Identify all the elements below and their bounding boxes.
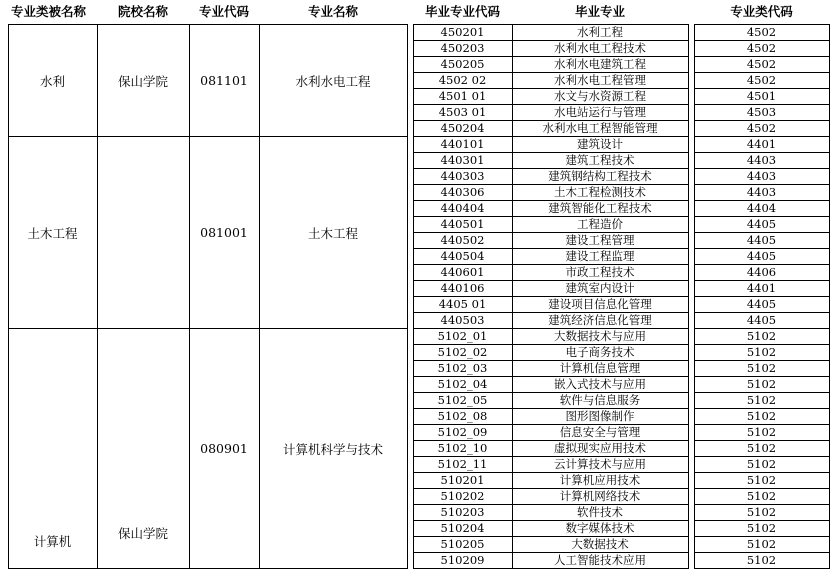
class-code-cell: 4405 bbox=[694, 297, 829, 313]
table-row bbox=[0, 137, 829, 153]
grad-major-cell: 土木工程检测技术 bbox=[512, 185, 688, 201]
major-code-cell: 081101 bbox=[189, 25, 259, 137]
grad-major-cell: 信息安全与管理 bbox=[512, 425, 688, 441]
grad-major-cell: 水利工程 bbox=[512, 25, 688, 41]
grad-code-cell: 4502 02 bbox=[413, 73, 512, 89]
grad-code-cell: 510204 bbox=[413, 521, 512, 537]
grad-code-cell: 5102_11 bbox=[413, 457, 512, 473]
school-cell bbox=[97, 137, 189, 329]
grad-major-cell: 建筑钢结构工程技术 bbox=[512, 169, 688, 185]
class-code-cell: 5102 bbox=[694, 441, 829, 457]
class-code-cell: 4403 bbox=[694, 185, 829, 201]
grad-code-cell: 440504 bbox=[413, 249, 512, 265]
grad-major-cell: 市政工程技术 bbox=[512, 265, 688, 281]
category-cell: 水利 bbox=[8, 25, 97, 137]
major-code-cell: 080901 bbox=[189, 329, 259, 569]
class-code-cell: 4502 bbox=[694, 73, 829, 89]
grad-code-cell: 440101 bbox=[413, 137, 512, 153]
grad-code-cell: 510205 bbox=[413, 537, 512, 553]
table-row bbox=[0, 25, 829, 41]
class-code-cell: 4502 bbox=[694, 121, 829, 137]
grad-major-cell: 建设工程管理 bbox=[512, 233, 688, 249]
grad-major-cell: 水利水电工程智能管理 bbox=[512, 121, 688, 137]
grad-code-cell: 440306 bbox=[413, 185, 512, 201]
class-code-cell: 5102 bbox=[694, 473, 829, 489]
grad-major-cell: 建设项目信息化管理 bbox=[512, 297, 688, 313]
school-cell: 保山学院 bbox=[97, 329, 189, 569]
grad-major-cell: 建筑经济信息化管理 bbox=[512, 313, 688, 329]
grad-code-cell: 510202 bbox=[413, 489, 512, 505]
grad-code-cell: 4405 01 bbox=[413, 297, 512, 313]
major-name-cell: 计算机科学与技术 bbox=[259, 329, 407, 569]
class-code-cell: 4503 bbox=[694, 105, 829, 121]
grad-code-cell: 5102_10 bbox=[413, 441, 512, 457]
grad-major-cell: 软件技术 bbox=[512, 505, 688, 521]
grad-major-cell: 虚拟现实应用技术 bbox=[512, 441, 688, 457]
header-grad-major: 毕业专业 bbox=[574, 4, 625, 19]
class-code-cell: 4404 bbox=[694, 201, 829, 217]
header-class-code: 专业类代码 bbox=[730, 4, 793, 19]
header-code: 专业代码 bbox=[198, 4, 249, 19]
class-code-cell: 4502 bbox=[694, 57, 829, 73]
grad-code-cell: 440404 bbox=[413, 201, 512, 217]
class-code-cell: 5102 bbox=[694, 537, 829, 553]
grad-code-cell: 440502 bbox=[413, 233, 512, 249]
grad-major-cell: 大数据技术 bbox=[512, 537, 688, 553]
grad-major-cell: 嵌入式技术与应用 bbox=[512, 377, 688, 393]
class-code-cell: 5102 bbox=[694, 553, 829, 569]
grad-major-cell: 水利水电工程技术 bbox=[512, 41, 688, 57]
header-row bbox=[0, 0, 829, 25]
grad-major-cell: 计算机网络技术 bbox=[512, 489, 688, 505]
table-row bbox=[0, 329, 829, 345]
grad-code-cell: 440501 bbox=[413, 217, 512, 233]
grad-code-cell: 4503 01 bbox=[413, 105, 512, 121]
class-code-cell: 4405 bbox=[694, 217, 829, 233]
class-code-cell: 5102 bbox=[694, 505, 829, 521]
grad-code-cell: 5102_04 bbox=[413, 377, 512, 393]
class-code-cell: 4406 bbox=[694, 265, 829, 281]
class-code-cell: 4405 bbox=[694, 249, 829, 265]
class-code-cell: 5102 bbox=[694, 457, 829, 473]
grad-major-cell: 计算机应用技术 bbox=[512, 473, 688, 489]
class-code-cell: 4405 bbox=[694, 313, 829, 329]
grad-major-cell: 水电站运行与管理 bbox=[512, 105, 688, 121]
grad-major-cell: 建设工程监理 bbox=[512, 249, 688, 265]
grad-code-cell: 450204 bbox=[413, 121, 512, 137]
grad-major-cell: 水利水电工程管理 bbox=[512, 73, 688, 89]
grad-code-cell: 440301 bbox=[413, 153, 512, 169]
class-code-cell: 4502 bbox=[694, 41, 829, 57]
grad-code-cell: 510201 bbox=[413, 473, 512, 489]
grad-major-cell: 建筑室内设计 bbox=[512, 281, 688, 297]
class-code-cell: 5102 bbox=[694, 425, 829, 441]
class-code-cell: 4401 bbox=[694, 137, 829, 153]
class-code-cell: 5102 bbox=[694, 409, 829, 425]
class-code-cell: 5102 bbox=[694, 329, 829, 345]
class-code-cell: 5102 bbox=[694, 377, 829, 393]
grad-major-cell: 人工智能技术应用 bbox=[512, 553, 688, 569]
grad-code-cell: 450205 bbox=[413, 57, 512, 73]
grad-major-cell: 大数据技术与应用 bbox=[512, 329, 688, 345]
grad-major-cell: 图形图像制作 bbox=[512, 409, 688, 425]
class-code-cell: 5102 bbox=[694, 393, 829, 409]
grad-major-cell: 建筑智能化工程技术 bbox=[512, 201, 688, 217]
grad-code-cell: 440106 bbox=[413, 281, 512, 297]
grad-code-cell: 450203 bbox=[413, 41, 512, 57]
header-school: 院校名称 bbox=[117, 4, 168, 19]
grad-major-cell: 工程造价 bbox=[512, 217, 688, 233]
major-name-cell: 水利水电工程 bbox=[259, 25, 407, 137]
grad-major-cell: 电子商务技术 bbox=[512, 345, 688, 361]
grad-major-cell: 数字媒体技术 bbox=[512, 521, 688, 537]
grad-major-cell: 建筑设计 bbox=[512, 137, 688, 153]
class-code-cell: 4403 bbox=[694, 153, 829, 169]
class-code-cell: 4403 bbox=[694, 169, 829, 185]
grad-major-cell: 计算机信息管理 bbox=[512, 361, 688, 377]
class-code-cell: 5102 bbox=[694, 489, 829, 505]
grad-major-cell: 云计算技术与应用 bbox=[512, 457, 688, 473]
class-code-cell: 5102 bbox=[694, 361, 829, 377]
grad-major-cell: 软件与信息服务 bbox=[512, 393, 688, 409]
major-code-cell: 081001 bbox=[189, 137, 259, 329]
class-code-cell: 5102 bbox=[694, 521, 829, 537]
grad-code-cell: 5102_02 bbox=[413, 345, 512, 361]
grad-code-cell: 5102_03 bbox=[413, 361, 512, 377]
header-category: 专业类被名称 bbox=[10, 4, 86, 19]
grad-code-cell: 440601 bbox=[413, 265, 512, 281]
grad-code-cell: 5102_01 bbox=[413, 329, 512, 345]
category-cell: 土木工程 bbox=[8, 137, 97, 329]
grad-code-cell: 5102_05 bbox=[413, 393, 512, 409]
class-code-cell: 4401 bbox=[694, 281, 829, 297]
grad-major-cell: 水文与水资源工程 bbox=[512, 89, 688, 105]
class-code-cell: 4502 bbox=[694, 25, 829, 41]
school-cell: 保山学院 bbox=[97, 25, 189, 137]
grad-code-cell: 450201 bbox=[413, 25, 512, 41]
class-code-cell: 4405 bbox=[694, 233, 829, 249]
category-cell: 计算机 bbox=[8, 329, 97, 569]
table-body bbox=[0, 25, 829, 569]
grad-major-cell: 水利水电建筑工程 bbox=[512, 57, 688, 73]
major-name-cell: 土木工程 bbox=[259, 137, 407, 329]
class-code-cell: 5102 bbox=[694, 345, 829, 361]
grad-code-cell: 510203 bbox=[413, 505, 512, 521]
grad-code-cell: 510209 bbox=[413, 553, 512, 569]
grad-major-cell: 建筑工程技术 bbox=[512, 153, 688, 169]
grad-code-cell: 440303 bbox=[413, 169, 512, 185]
class-code-cell: 4501 bbox=[694, 89, 829, 105]
grad-code-cell: 4501 01 bbox=[413, 89, 512, 105]
header-major: 专业名称 bbox=[307, 4, 358, 19]
grad-code-cell: 5102_09 bbox=[413, 425, 512, 441]
grad-code-cell: 5102_08 bbox=[413, 409, 512, 425]
header-grad-code: 毕业专业代码 bbox=[424, 4, 500, 19]
grad-code-cell: 440503 bbox=[413, 313, 512, 329]
